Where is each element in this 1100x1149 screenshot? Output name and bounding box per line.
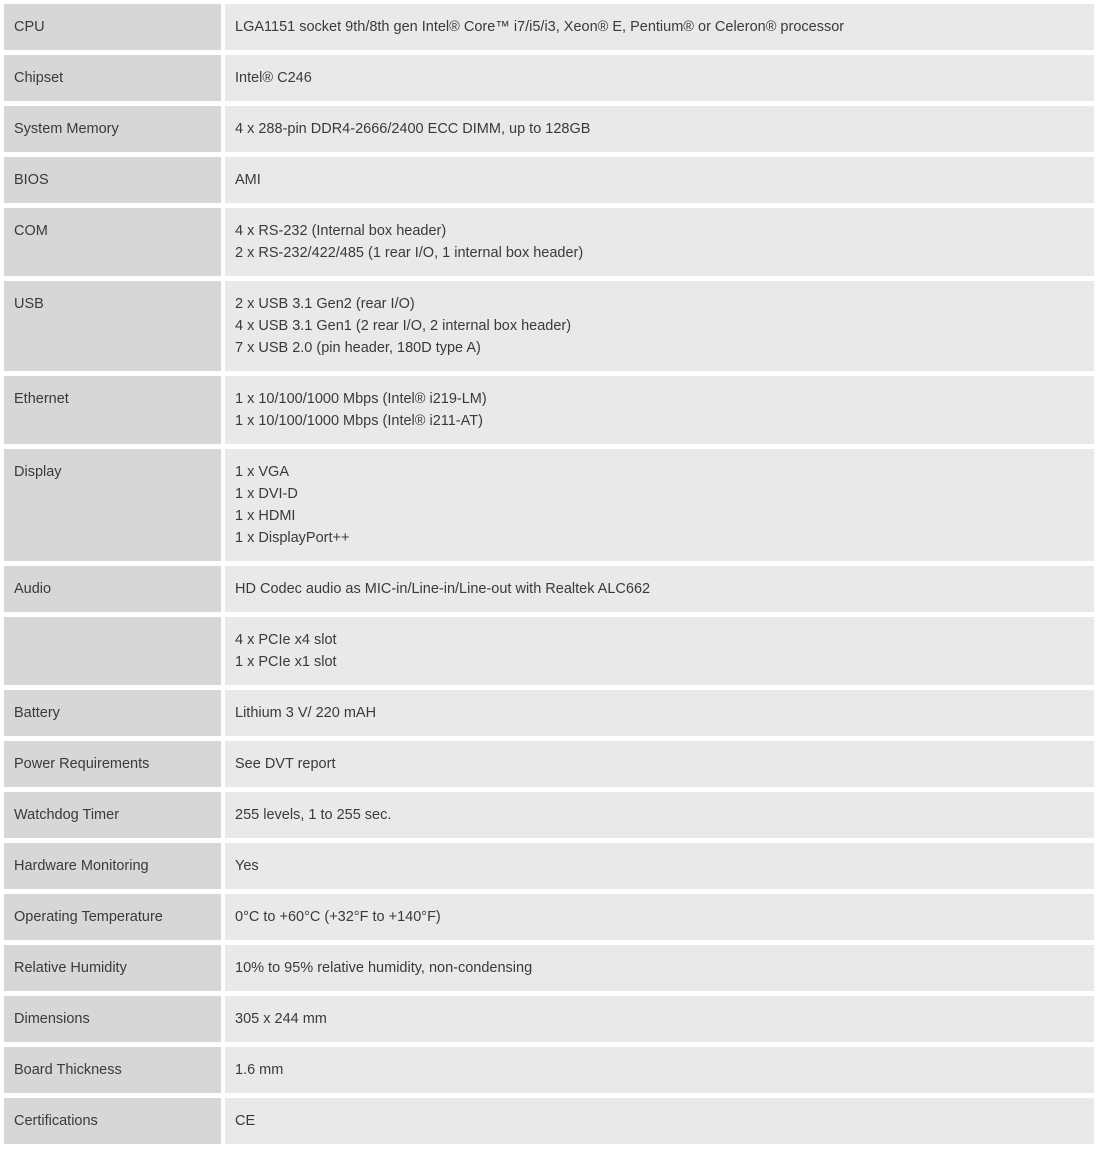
spec-value [225, 741, 1094, 787]
spec-value [225, 449, 1094, 561]
spec-value-line: CE [235, 1113, 256, 1129]
spec-value-line: See DVT report [235, 756, 336, 772]
spec-value [225, 945, 1094, 991]
spec-label: Hardware Monitoring [4, 843, 221, 889]
spec-label: COM [4, 208, 221, 276]
spec-value-line: 1 x DVI-D [235, 486, 298, 502]
spec-value-line: 1 x VGA [235, 464, 289, 480]
spec-value-line: 4 x RS-232 (Internal box header) [235, 223, 447, 239]
spec-value [225, 566, 1094, 612]
spec-label [4, 617, 221, 685]
spec-row [4, 106, 1094, 152]
spec-value [225, 4, 1094, 50]
spec-row [4, 4, 1094, 50]
spec-value-line: LGA1151 socket 9th/8th gen Intel® Core™ i7/i5/i3, Xeon® E, Pentium® or Celeron® processor [235, 19, 845, 35]
spec-row [4, 996, 1094, 1042]
spec-label: Chipset [4, 55, 221, 101]
spec-row [4, 741, 1094, 787]
spec-value-line: AMI [235, 172, 261, 188]
spec-label: Dimensions [4, 996, 221, 1042]
spec-row [4, 376, 1094, 444]
spec-value [225, 376, 1094, 444]
spec-value-line: 255 levels, 1 to 255 sec. [235, 807, 392, 823]
spec-value [225, 843, 1094, 889]
spec-row [4, 792, 1094, 838]
spec-value [225, 792, 1094, 838]
spec-row [4, 617, 1094, 685]
spec-row [4, 945, 1094, 991]
spec-value-line: 1 x PCIe x1 slot [235, 654, 337, 670]
spec-value [225, 690, 1094, 736]
spec-value-line: 1 x 10/100/1000 Mbps (Intel® i219-LM) [235, 391, 487, 407]
spec-row [4, 208, 1094, 276]
spec-label: USB [4, 281, 221, 371]
spec-label: Display [4, 449, 221, 561]
spec-row [4, 843, 1094, 889]
spec-value-line: 1.6 mm [235, 1062, 284, 1078]
spec-label: Battery [4, 690, 221, 736]
spec-value-line: Intel® C246 [235, 70, 312, 86]
spec-value-line: 2 x RS-232/422/485 (1 rear I/O, 1 internal box header) [235, 245, 584, 261]
spec-value [225, 894, 1094, 940]
spec-value-line: 1 x 10/100/1000 Mbps (Intel® i211-AT) [235, 413, 483, 429]
spec-label: CPU [4, 4, 221, 50]
spec-value-line: 0°C to +60°C (+32°F to +140°F) [235, 909, 441, 925]
spec-row [4, 894, 1094, 940]
spec-value-line: 305 x 244 mm [235, 1011, 327, 1027]
spec-value [225, 281, 1094, 371]
spec-label: BIOS [4, 157, 221, 203]
spec-row [4, 449, 1094, 561]
spec-value-line: 10% to 95% relative humidity, non-condensing [235, 960, 533, 976]
spec-value-line: 1 x HDMI [235, 508, 296, 524]
spec-value-line: 7 x USB 2.0 (pin header, 180D type A) [235, 340, 481, 356]
spec-value-line: Yes [235, 858, 259, 874]
spec-value-line: 4 x USB 3.1 Gen1 (2 rear I/O, 2 internal box header) [235, 318, 572, 334]
spec-row [4, 566, 1094, 612]
spec-value-line: Lithium 3 V/ 220 mAH [235, 705, 377, 721]
spec-value-line: 2 x USB 3.1 Gen2 (rear I/O) [235, 296, 415, 312]
spec-label: Audio [4, 566, 221, 612]
spec-row [4, 157, 1094, 203]
spec-row [4, 690, 1094, 736]
spec-row [4, 281, 1094, 371]
spec-value [225, 157, 1094, 203]
spec-label: Power Requirements [4, 741, 221, 787]
spec-value-line: 4 x 288-pin DDR4-2666/2400 ECC DIMM, up to 128GB [235, 121, 591, 137]
spec-label: Board Thickness [4, 1047, 221, 1093]
spec-label: Ethernet [4, 376, 221, 444]
spec-label: Operating Temperature [4, 894, 221, 940]
spec-label: Watchdog Timer [4, 792, 221, 838]
spec-value [225, 617, 1094, 685]
spec-value [225, 1047, 1094, 1093]
spec-label: System Memory [4, 106, 221, 152]
spec-label: Relative Humidity [4, 945, 221, 991]
spec-value-line: HD Codec audio as MIC-in/Line-in/Line-out with Realtek ALC662 [235, 581, 651, 597]
spec-row [4, 55, 1094, 101]
spec-row [4, 1047, 1094, 1093]
spec-row [4, 1098, 1094, 1144]
spec-value-line: 4 x PCIe x4 slot [235, 632, 337, 648]
spec-value [225, 1098, 1094, 1144]
spec-value-line: 1 x DisplayPort++ [235, 530, 350, 546]
spec-value [225, 106, 1094, 152]
spec-table [4, 4, 1094, 1149]
spec-label: Certifications [4, 1098, 221, 1144]
spec-value [225, 55, 1094, 101]
spec-value [225, 208, 1094, 276]
spec-value [225, 996, 1094, 1042]
